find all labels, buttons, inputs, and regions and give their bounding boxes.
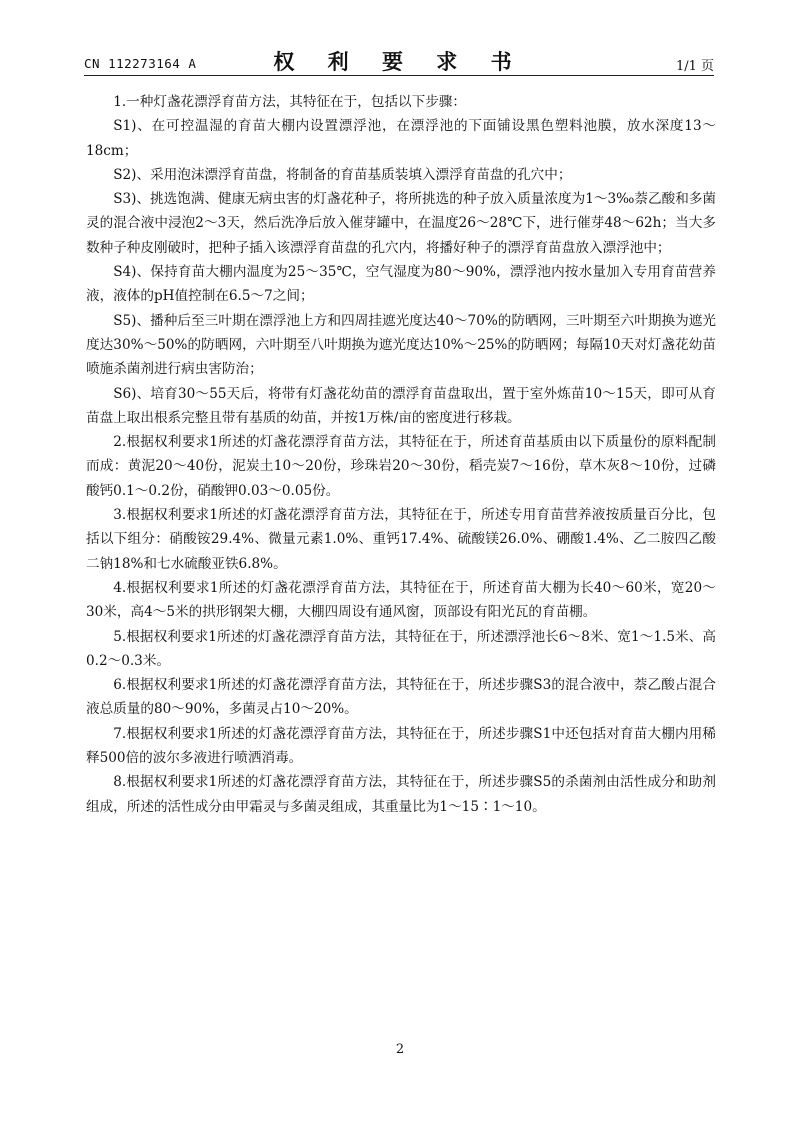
claim-1-step-s6: S6)、培育30～55天后，将带有灯盏花幼苗的漂浮育苗盘取出，置于室外炼苗10～15天，即可从育苗盘上取出根系完整且带有基质的幼苗，并按1万株/亩的密度进行移栽。 xyxy=(86,385,716,426)
header-divider xyxy=(84,75,714,76)
page-title: 权 利 要 求 书 xyxy=(273,50,525,74)
claim-6: 6.根据权利要求1所述的灯盏花漂浮育苗方法，其特征在于，所述步骤S3的混合液中，萘乙酸占混合液总质量的80～90%，多菌灵占10～20%。 xyxy=(86,677,716,718)
claim-3: 3.根据权利要求1所述的灯盏花漂浮育苗方法，其特征在于，所述专用育苗营养液按质量百分比，包括以下组分：硝酸铵29.4%、微量元素1.0%、重钙17.4%、硫酸镁26.0%、硼酸1.4%、乙二胺四乙酸二钠18%和七水硫酸亚铁6.8%。 xyxy=(86,507,716,572)
claim-1-step-s3: S3)、挑选饱满、健康无病虫害的灯盏花种子，将所挑选的种子放入质量浓度为1～3‰萘乙酸和多菌灵的混合液中浸泡2～3天，然后洗净后放入催芽罐中，在温度26～28℃下，进行催芽48～62h；当大多数种子种皮刚破时，把种子插入该漂浮育苗盘的孔穴内，将播好种子的漂浮育苗盘放入漂浮池中； xyxy=(86,191,716,256)
claim-1-step-s5: S5)、播种后至三叶期在漂浮池上方和四周挂遮光度达40～70%的防晒网，三叶期至六叶期换为遮光度达30%～50%的防晒网，六叶期至八叶期换为遮光度达10%～25%的防晒网；每隔10天对灯盏花幼苗喷施杀菌剂进行病虫害防治； xyxy=(86,312,716,378)
claim-1-step-s1: S1)、在可控温湿的育苗大棚内设置漂浮池，在漂浮池的下面铺设黑色塑料池膜，放水深度13～18cm； xyxy=(86,118,716,159)
claim-1-intro: 1.一种灯盏花漂浮育苗方法，其特征在于，包括以下步骤： xyxy=(113,94,466,110)
page-header xyxy=(84,44,714,74)
claims-body xyxy=(86,90,716,819)
claim-1-step-s2: S2)、采用泡沫漂浮育苗盘，将制备的育苗基质装填入漂浮育苗盘的孔穴中； xyxy=(113,166,572,183)
claim-7: 7.根据权利要求1所述的灯盏花漂浮育苗方法，其特征在于，所述步骤S1中还包括对育苗大棚内用稀释500倍的波尔多液进行喷洒消毒。 xyxy=(86,725,716,767)
claim-4: 4.根据权利要求1所述的灯盏花漂浮育苗方法，其特征在于，所述育苗大棚为长40～60米，宽20～30米，高4～5米的拱形钢架大棚，大棚四周设有通风窗，顶部设有阳光瓦的育苗棚。 xyxy=(86,579,716,621)
page-number: 2 xyxy=(395,1042,405,1057)
claim-5: 5.根据权利要求1所述的灯盏花漂浮育苗方法，其特征在于，所述漂浮池长6～8米、宽1～1.5米、高0.2～0.3米。 xyxy=(86,628,716,669)
claim-2: 2.根据权利要求1所述的灯盏花漂浮育苗方法，其特征在于，所述育苗基质由以下质量份的原料配制而成：黄泥20～40份，泥炭土10～20份，珍珠岩20～30份，稻壳炭7～16份，草木灰8～10份，过磷酸钙0.1～0.2份，硝酸钾0.03～0.05份。 xyxy=(86,434,716,499)
claim-1-step-s4: S4)、保持育苗大棚内温度为25～35℃，空气湿度为80～90%，漂浮池内按水量加入专用育苗营养液，液体的pH值控制在6.5～7之间； xyxy=(86,264,716,305)
publication-number: CN 112273164 A xyxy=(84,56,197,71)
page-indicator: 1/1 页 xyxy=(675,59,714,74)
claim-8: 8.根据权利要求1所述的灯盏花漂浮育苗方法，其特征在于，所述步骤S5的杀菌剂由活性成分和助剂组成，所述的活性成分由甲霜灵与多菌灵组成，其重量比为1～15∶1～10。 xyxy=(86,774,716,815)
